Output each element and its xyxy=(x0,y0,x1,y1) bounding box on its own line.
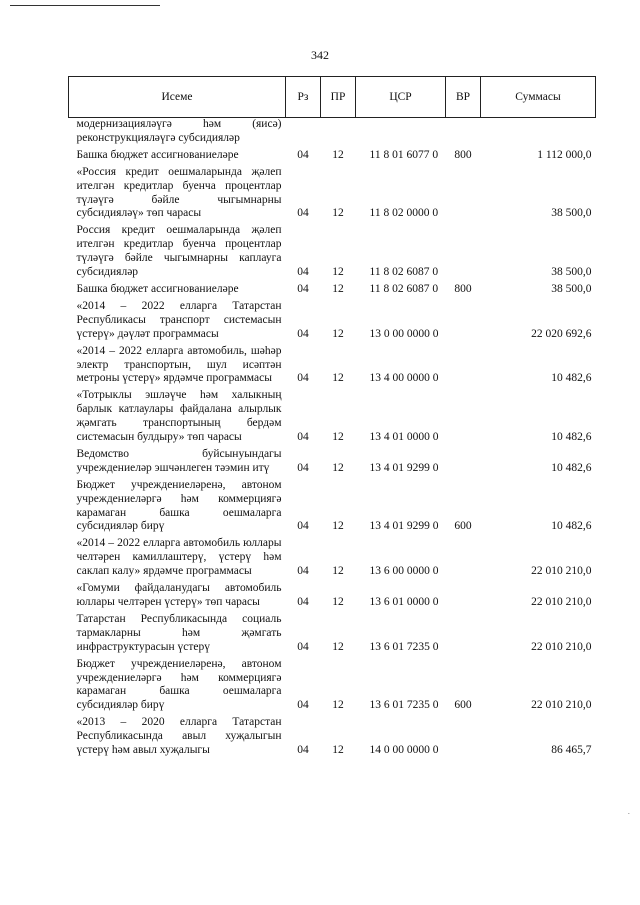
cell-vr xyxy=(446,342,481,387)
cell-csr: 11 8 02 6087 0 xyxy=(369,266,439,279)
header-name: Исеме xyxy=(69,77,286,118)
cell-csr: 11 8 01 6077 0 xyxy=(369,148,439,161)
cell-pr: 12 xyxy=(332,266,344,279)
cell-rz xyxy=(286,118,321,146)
table-row xyxy=(69,221,596,280)
table-row xyxy=(69,476,596,535)
cell-rz: 04 xyxy=(297,431,309,444)
cell-pr: 12 xyxy=(332,372,344,385)
cell-pr: 12 xyxy=(332,282,344,295)
cell-sum: 10 482,6 xyxy=(551,431,592,444)
cell-vr xyxy=(446,118,481,146)
cell-csr: 13 4 01 9299 0 xyxy=(369,461,439,474)
cell-sum: 22 010 210,0 xyxy=(531,640,592,653)
cell-name: «2014 – 2022 елларга автомобиль юллары челтәрен камиллаштерү, үстерү һәм саклап калу» ярдәмче программасы xyxy=(76,537,282,578)
cell-sum: 38 500,0 xyxy=(551,266,592,279)
cell-name: «2013 – 2020 елларга Татарстан Республикасында авыл хуҗалыгын үстерү һәм авыл хуҗалыгы xyxy=(76,716,282,757)
cell-sum: 22 020 692,6 xyxy=(531,327,592,340)
cell-name: Бюджет учреждениеләренә, автоном учреждениеләргә һәм коммерциягә карамаган башка оешмаларга субсидияләр бирү xyxy=(76,478,282,533)
cell-name: модернизацияләүгә һәм (яисә) реконструкцияләүгә субсидияләр xyxy=(76,118,282,144)
cell-sum: 10 482,6 xyxy=(551,461,592,474)
cell-vr xyxy=(446,163,481,222)
cell-rz: 04 xyxy=(297,266,309,279)
cell-csr: 13 6 00 0000 0 xyxy=(369,565,439,578)
cell-vr xyxy=(446,386,481,445)
cell-csr: 13 4 00 0000 0 xyxy=(369,372,439,385)
cell-rz: 04 xyxy=(297,372,309,385)
cell-vr: 600 xyxy=(454,520,472,533)
table-row xyxy=(69,163,596,222)
scan-edge-line xyxy=(10,5,160,6)
header-csr: ЦСР xyxy=(356,77,446,118)
table-row xyxy=(69,610,596,655)
cell-vr xyxy=(446,221,481,280)
cell-name: «2014 – 2022 елларга Татарстан Республикасы транспорт системасын үстерү» дәүләт программасы xyxy=(76,299,282,340)
cell-name: «Гомуми файдаланудагы автомобиль юллары челтәрен үстерү» төп чарасы xyxy=(76,582,282,608)
cell-csr: 14 0 00 0000 0 xyxy=(369,744,439,757)
table-row xyxy=(69,713,596,758)
cell-name: «Тотрыклы эшләүче һәм халыкның барлык катлаулары файдалана алырлык җәмгать транспортының бердәм системасын булдыру» төп чарасы xyxy=(76,389,282,444)
cell-vr: 600 xyxy=(454,699,472,712)
table-header xyxy=(69,77,596,118)
cell-name: Россия кредит оешмаларында җәлеп ителгән кредитлар буенча процентлар түләүгә бәйле чыгымнарны каплауга субсидияләр xyxy=(76,224,282,279)
cell-rz: 04 xyxy=(297,282,309,295)
table-row xyxy=(69,342,596,387)
cell-pr: 12 xyxy=(332,640,344,653)
cell-pr: 12 xyxy=(332,327,344,340)
cell-sum: 22 010 210,0 xyxy=(531,596,592,608)
cell-vr: 800 xyxy=(454,282,472,295)
cell-rz: 04 xyxy=(297,640,309,653)
cell-sum xyxy=(481,118,596,146)
table-row xyxy=(69,655,596,714)
cell-rz: 04 xyxy=(297,148,309,161)
cell-name: Ведомство буйсынуындагы учреждениеләр эшчәнлеген тәэмин итү xyxy=(76,447,282,474)
cell-vr: 800 xyxy=(454,148,472,161)
header-rz: Рз xyxy=(286,77,321,118)
cell-pr: 12 xyxy=(332,744,344,757)
cell-pr: 12 xyxy=(332,596,344,608)
cell-csr xyxy=(356,118,446,146)
cell-sum: 1 112 000,0 xyxy=(537,148,592,161)
cell-sum: 38 500,0 xyxy=(551,207,592,220)
cell-csr: 13 4 01 0000 0 xyxy=(369,431,439,444)
cell-vr xyxy=(446,297,481,342)
cell-csr: 11 8 02 0000 0 xyxy=(369,207,439,220)
cell-name: Бюджет учреждениеләренә, автоном учреждениеләргә һәм коммерциягә карамаган башка оешмаларга субсидияләр бирү xyxy=(76,657,282,712)
cell-csr: 13 0 00 0000 0 xyxy=(369,327,439,340)
cell-vr xyxy=(446,534,481,579)
cell-csr: 13 6 01 7235 0 xyxy=(369,640,439,653)
table-row xyxy=(69,146,596,163)
cell-sum: 38 500,0 xyxy=(551,282,592,295)
cell-sum: 22 010 210,0 xyxy=(531,565,592,578)
table-row xyxy=(69,579,596,610)
cell-vr xyxy=(446,713,481,758)
cell-name: «2014 – 2022 елларга автомобиль, шәһәр электр транспортын, шул исәптән метроны үстерү» ярдәмче программасы xyxy=(76,344,282,385)
cell-sum: 10 482,6 xyxy=(551,520,592,533)
cell-rz: 04 xyxy=(297,327,309,340)
table-row xyxy=(69,386,596,445)
cell-rz: 04 xyxy=(297,565,309,578)
table-row xyxy=(69,297,596,342)
cell-sum: 86 465,7 xyxy=(551,744,592,757)
table-row xyxy=(69,445,596,476)
budget-table xyxy=(68,76,596,758)
cell-csr: 13 6 01 7235 0 xyxy=(369,699,439,712)
cell-rz: 04 xyxy=(297,520,309,533)
cell-vr xyxy=(446,579,481,610)
cell-name: Татарстан Республикасында социаль тармакларны һәм җәмгать инфраструктурасын үстерү xyxy=(76,612,282,653)
cell-rz: 04 xyxy=(297,596,309,608)
cell-name: Башка бюджет ассигнованиеләре xyxy=(76,282,239,295)
table-row xyxy=(69,280,596,297)
cell-name: Башка бюджет ассигнованиеләре xyxy=(76,148,239,161)
page-number: 342 xyxy=(311,48,329,62)
table-body xyxy=(69,118,596,758)
header-vr: ВР xyxy=(446,77,481,118)
cell-rz: 04 xyxy=(297,699,309,712)
cell-vr xyxy=(446,610,481,655)
cell-pr: 12 xyxy=(332,431,344,444)
cell-pr: 12 xyxy=(332,461,344,474)
cell-rz: 04 xyxy=(297,744,309,757)
table-row xyxy=(69,118,596,146)
header-sum: Суммасы xyxy=(481,77,596,118)
cell-pr: 12 xyxy=(332,148,344,161)
table-row xyxy=(69,534,596,579)
cell-sum: 10 482,6 xyxy=(551,372,592,385)
cell-rz: 04 xyxy=(297,461,309,474)
cell-sum: 22 010 210,0 xyxy=(531,699,592,712)
cell-csr: 13 4 01 9299 0 xyxy=(369,520,439,533)
cell-pr: 12 xyxy=(332,565,344,578)
margin-mark: . xyxy=(628,808,630,816)
header-pr: ПР xyxy=(321,77,356,118)
cell-csr: 13 6 01 0000 0 xyxy=(369,596,439,608)
cell-pr: 12 xyxy=(332,520,344,533)
cell-name: «Россия кредит оешмаларында җәлеп ителгән кредитлар буенча процентлар түләүгә бәйле чыгымнарны субсидияләү» төп чарасы xyxy=(76,165,282,220)
cell-vr xyxy=(446,445,481,476)
cell-csr: 11 8 02 6087 0 xyxy=(369,282,439,295)
cell-rz: 04 xyxy=(297,207,309,220)
cell-pr xyxy=(321,118,356,146)
cell-pr: 12 xyxy=(332,699,344,712)
cell-pr: 12 xyxy=(332,207,344,220)
